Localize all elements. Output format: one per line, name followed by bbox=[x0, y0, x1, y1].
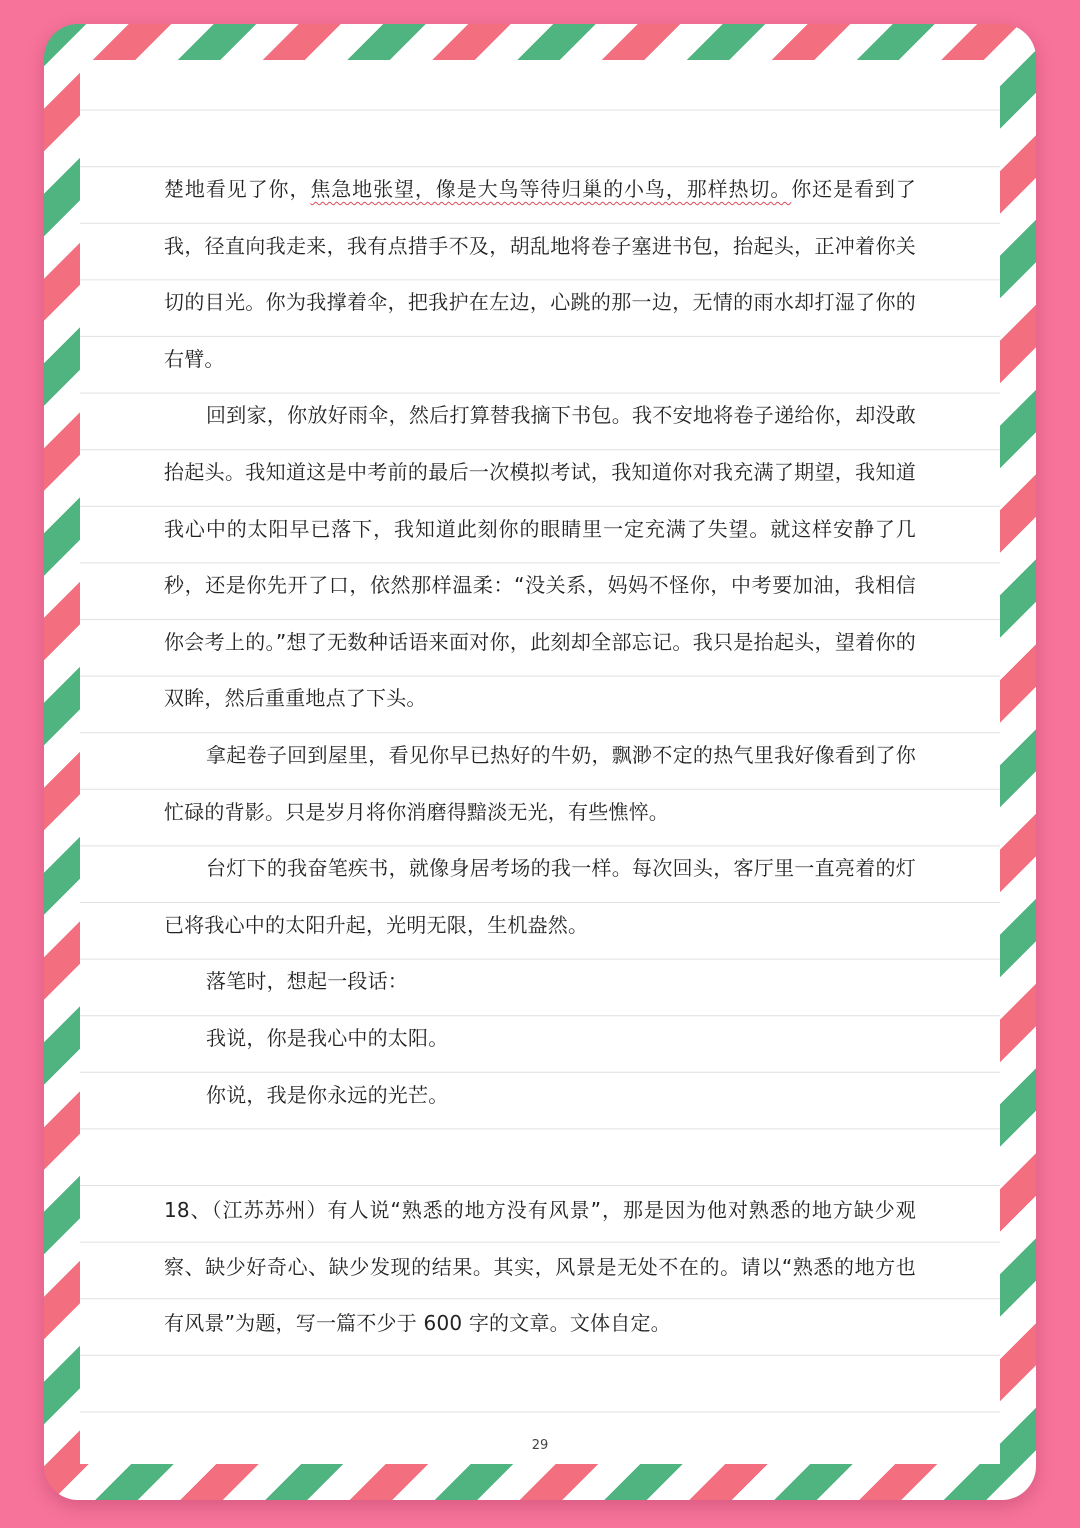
squiggle-underlined-phrase: 焦急地张望，像是大鸟等待归巢的小鸟，那样热切。 bbox=[310, 177, 792, 201]
essay-paragraph-1-rest: 你还是看到了我，径直向我走来，我有点措手不及，胡乱地将卷子塞进书包，抬起头，正冲着你关切的目光。你为我撑着伞，把我护在左边，心跳的那一边，无情的雨水却打湿了你的右臂。 bbox=[164, 177, 916, 371]
writing-prompt-text: 18、（江苏苏州）有人说“熟悉的地方没有风景”，那是因为他对熟悉的地方缺少观察、缺少好奇心、缺少发现的结果。其实，风景是无处不在的。请以“熟悉的地方也有风景”为题，写一篇不少于 600 字的文章。文体自定。 bbox=[164, 1198, 916, 1336]
page-number: 29 bbox=[531, 1438, 549, 1453]
essay-paragraph-5: 落笔时，想起一段话： bbox=[206, 969, 408, 994]
essay-paragraph-4: 台灯下的我奋笔疾书，就像身居考场的我一样。每次回头，客厅里一直亮着的灯已将我心中的太阳升起，光明无限，生机盎然。 bbox=[164, 856, 916, 937]
essay-paragraph-7: 你说，我是你永远的光芒。 bbox=[206, 1082, 449, 1107]
lined-paper-sheet bbox=[80, 60, 1000, 1464]
essay-paragraph-1 bbox=[164, 161, 916, 387]
essay-excerpt bbox=[164, 161, 916, 1123]
essay-paragraph-3: 拿起卷子回到屋里，看见你早已热好的牛奶，飘渺不定的热气里我好像看到了你忙碌的背影。只是岁月将你消磨得黯淡无光，有些憔悴。 bbox=[164, 742, 916, 824]
essay-paragraph-1-start: 楚地看见了你， bbox=[164, 177, 311, 201]
essay-paragraph-2: 回到家，你放好雨伞，然后打算替我摘下书包。我不安地将卷子递给你，却没敢抬起头。我知道这是中考前的最后一次模拟考试，我知道你对我充满了期望，我知道我心中的太阳早已落下，我知道此刻你的眼睛里一定充满了失望。就这样安静了几秒，还是你先开了口，依然那样温柔：“没关系，妈妈不怪你，中考要加油，我相信你会考上的。”想了无数种话语来面对你，此刻却全部忘记。我只是抬起头，望着你的双眸，然后重重地点了下头。 bbox=[164, 403, 916, 711]
essay-paragraph-6: 我说，你是我心中的太阳。 bbox=[206, 1025, 449, 1050]
airmail-envelope-border bbox=[44, 24, 1036, 1500]
writing-prompt-18 bbox=[164, 1182, 916, 1352]
